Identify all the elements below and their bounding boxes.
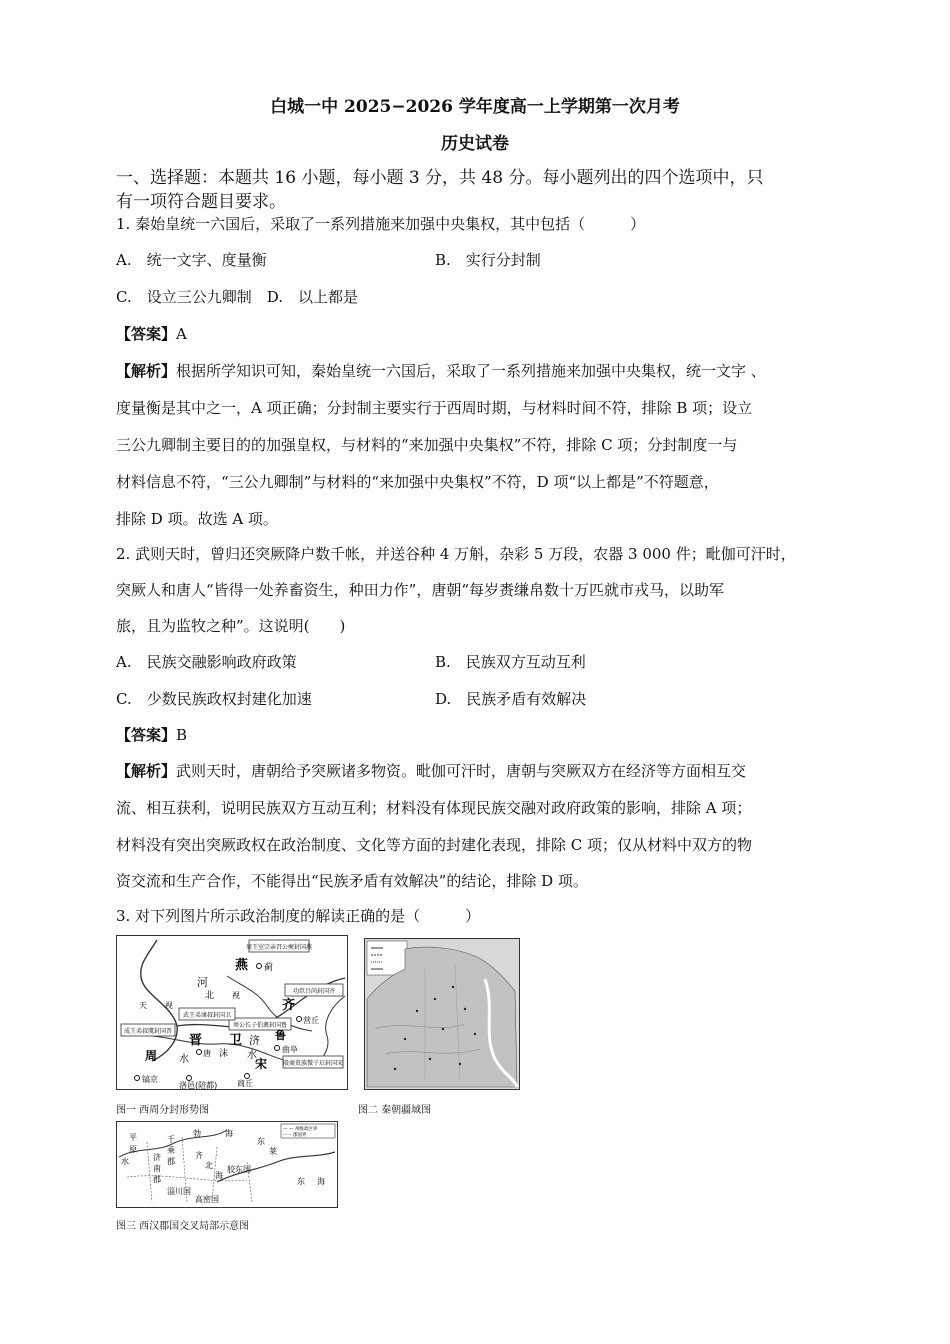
label-shi: 视 [232,991,240,1000]
q3-stem: 3. 对下列图片所示政治制度的解读正确的是（ ） [116,907,481,925]
q2-analysis-line: 材料没有突出突厥政权在政治制度、文化等方面的封建化表现，排除 C 项；仅从材料中双方的物 [116,836,753,854]
label-ping: 平 [129,1133,137,1142]
label-qian: 千 [167,1135,175,1144]
label-ji: 蓟 [264,963,274,973]
label-qing: 视 [165,1001,173,1010]
label-jiaodong: 胶东国 [227,1165,251,1174]
q1-option-cd: C. 设立三公九卿制 D. 以上都是 [116,288,358,306]
label-shangqiu: 商丘 [237,1079,253,1088]
label-hai3: 海 [225,1129,233,1138]
label-bei: 北 [205,1161,213,1170]
q1-analysis-line: 排除 D 项。故选 A 项。 [116,510,278,528]
legend-commandery-border: ······ 郡国界 [283,1133,307,1138]
label-cheng: 乘 [167,1146,175,1155]
exam-title: 白城一中 2025−2026 学年度高一上学期第一次月考 [270,97,680,117]
q1-analysis [116,360,766,381]
answer-label: 【答案】 [116,726,177,744]
q2-stem-line: 旅，且为监牧之种”。这说明( ) [116,617,346,635]
q2-stem: 2. 武则天时，曾归还突厥降户数千帐，并送谷种 4 万斛，杂彩 5 万段，农器 3 000 件；毗伽可汗时， [116,545,796,563]
analysis-text: 武则天时，唐朝给予突厥诸多物资。毗伽可汗时，唐朝与突厥双方在经济等方面相互交 [176,762,747,780]
section-heading-cont: 有一项符合题目要求。 [116,192,286,212]
q2-analysis-line: 资交流和生产合作，不能得出“民族矛盾有效解决”的结论，排除 D 项。 [116,872,588,890]
qin-map-svg [365,939,519,1089]
label-jin: 晋 [189,1033,203,1048]
q1-answer [116,323,187,344]
q2-analysis [116,760,746,781]
note-lu: 周公长子伯禽封国鲁 [232,1022,288,1029]
note-song: 殷商贵族微子启封国宋 [282,1060,344,1067]
q1-analysis-line: 三公九卿制主要目的的加强皇权，与材料的“来加强中央集权”不符，排除 C 项；分封制度一与 [116,436,738,454]
analysis-text: 根据所学知识可知，秦始皇统一六国后，采取了一系列措施来加强中央集权，统一文字 、 [176,362,766,380]
q1-analysis-line: 度量衡是其中之一，A 项正确；分封制主要实行于西周时期，与材料时间不符，排除 B 项；设立 [116,399,753,417]
q1-stem: 1. 秦始皇统一六国后，采取了一系列措施来加强中央集权，其中包括（ ） [116,215,646,233]
q2-option-c: C. 少数民族政权封建化加速 [116,690,312,708]
label-nan: 南 [153,1164,161,1173]
analysis-label: 【解析】 [116,762,177,780]
label-qi: 齐 [282,998,296,1013]
label-shui1: 水 [247,1050,257,1061]
q2-option-d: D. 民族矛盾有效解决 [435,690,587,708]
q2-option-b: B. 民族双方互动互利 [435,653,586,671]
label-jinan: 济 [153,1153,161,1162]
section-heading: 一、选择题：本题共 16 小题，每小题 3 分，共 48 分。每小题列出的四个选项中，只 [116,168,764,188]
figure-1-caption: 图一 西周分封形势图 [116,1105,210,1116]
q1-option-a: A. 统一文字、度量衡 [116,251,267,269]
answer-label: 【答案】 [116,325,177,343]
label-yingqiu: 营丘 [303,1016,319,1025]
figure-2-caption: 图二 秦朝疆域图 [358,1105,432,1116]
figure-western-zhou-map [116,935,348,1090]
label-gaomi: 高密国 [195,1195,219,1204]
label-wei: 卫 [229,1033,243,1048]
figure-qin-territory-map [364,938,520,1090]
q1-option-b: B. 实行分封制 [435,251,541,269]
note-jin: 成王弟叔虞封国晋 [123,1028,173,1035]
label-he: 河 [197,976,208,989]
label-mo: 沫 [219,1049,229,1059]
label-shui: 水 [121,1157,129,1166]
label-jun: 郡 [167,1157,175,1166]
figure-western-han-map [116,1121,338,1208]
note-wei: 武王弟康叔封国卫 [182,1012,232,1019]
label-zhou: 周 [145,1049,158,1063]
western-zhou-map-svg [117,936,347,1089]
label-lai: 莱 [269,1147,277,1156]
label-zichuan: 淄川国 [167,1187,191,1196]
q1-analysis-line: 材料信息不符，“三公九卿制”与材料的“来加强中央集权”不符，D 项“以上都是”不符题意， [116,473,719,491]
label-shui2: 水 [179,1054,189,1065]
label-qi: 齐 [195,1151,203,1160]
label-tian: 天 [139,1001,147,1010]
q2-stem-line: 突厥人和唐人“皆得一处养畜资生，种田力作”，唐朝“每岁赉缣帛数十万匹就市戎马，以助军 [116,581,725,599]
label-yuan: 原 [129,1145,137,1154]
answer-value: A [176,325,187,343]
label-tang: 唐 [203,1049,211,1058]
label-haojing: 镐京 [142,1075,158,1084]
analysis-label: 【解析】 [116,362,177,380]
label-lu: 鲁 [275,1029,286,1042]
label-bei: 北 [205,991,215,1001]
label-qufu: 曲阜 [282,1045,298,1054]
label-hai: 海 [215,1171,223,1180]
label-donglai: 东 [257,1137,265,1146]
legend-state-border: — — 州级政区界 [283,1127,318,1132]
label-yan: 燕 [235,958,249,973]
label-jun2: 郡 [153,1175,161,1184]
answer-value: B [176,726,188,744]
note-yan: 周王室宗亲召公奭封国燕 [245,944,313,951]
note-qi: 功臣吕尚封国齐 [292,988,336,995]
exam-subtitle: 历史试卷 [441,134,509,154]
label-song: 宋 [255,1057,268,1071]
q2-answer [116,724,187,745]
label-hai2: 海 [317,1177,325,1186]
figure-3-caption: 图三 西汉郡国交叉局部示意图 [116,1221,250,1232]
q2-option-a: A. 民族交融影响政府政策 [116,653,297,671]
label-bo: 勃 [193,1129,201,1138]
label-luoyi: 洛邑(陪都) [179,1081,218,1089]
label-ji-river: 济 [249,1034,260,1047]
q2-analysis-line: 流、相互获利，说明民族双方互动互利；材料没有体现民族交融对政府政策的影响，排除 A 项； [116,799,752,817]
label-dong: 东 [297,1177,305,1186]
western-han-map-svg [117,1122,337,1207]
